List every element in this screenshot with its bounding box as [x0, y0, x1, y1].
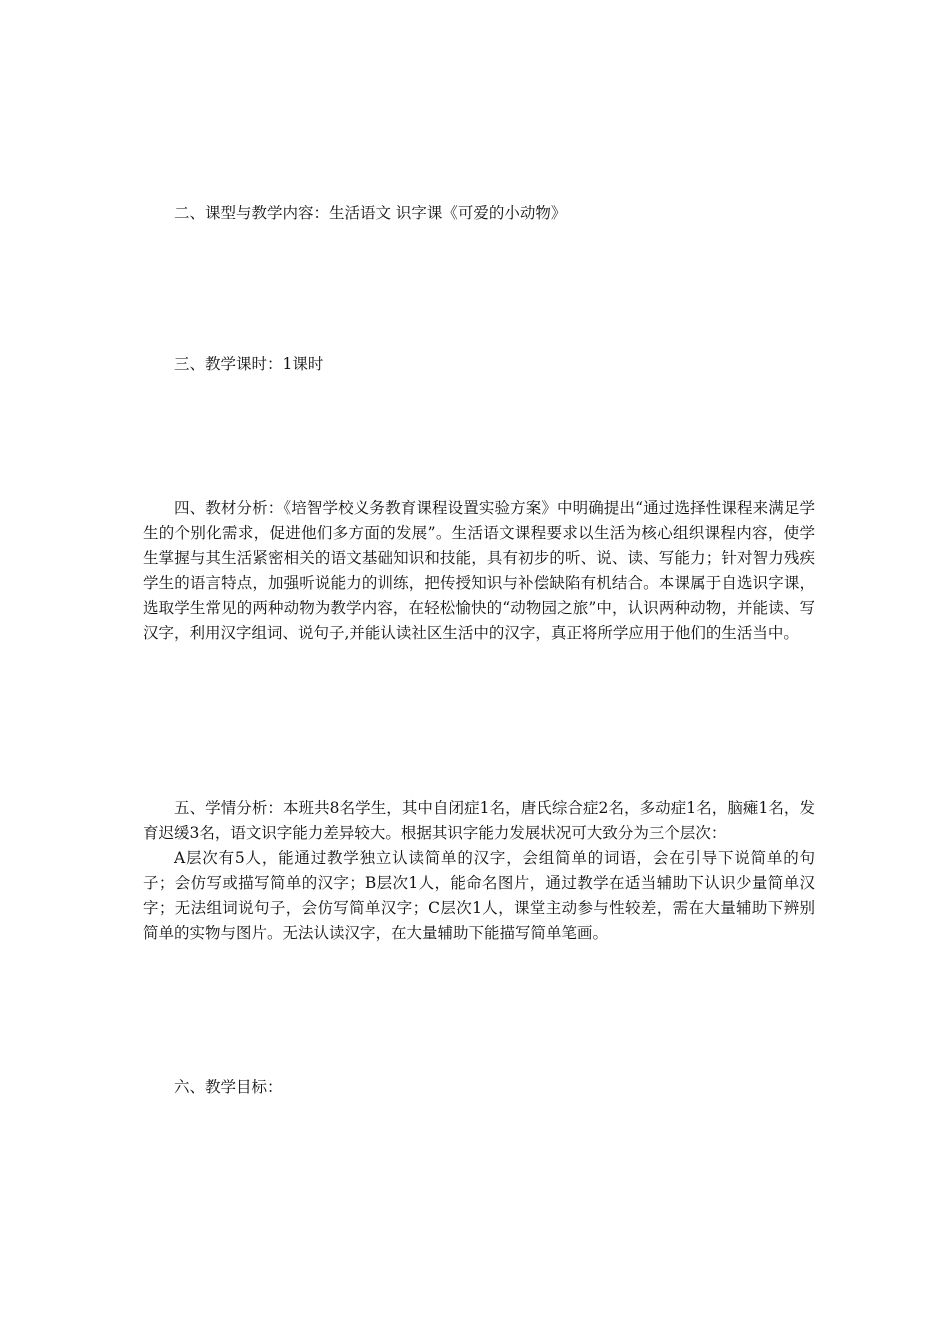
section-textbook-analysis: 四、教材分析：《培智学校义务教育课程设置实验方案》中明确提出“通过选择性课程来满足学生的个别化需求，促进他们多方面的发展”。生活语文课程要求以生活为核心组织课程内容，使学生掌握与其生活紧密相关的语文基础知识和技能，具有初步的听、说、读、写能力；针对智力残疾学生的语言特点，加强听说能力的训练，把传授知识与补偿缺陷有机结合。本课属于自选识字课，选取学生常见的两种动物为教学内容，在轻松愉快的“动物园之旅”中，认识两种动物，并能读、写汉字，利用汉字组词、说句子,并能认读社区生活中的汉字，真正将所学应用于他们的生活当中。 [143, 499, 815, 642]
section-teaching-goals: 六、教学目标： [174, 1078, 283, 1096]
section-course-type: 二、课型与教学内容：生活语文 识字课《可爱的小动物》 [174, 204, 567, 222]
section-student-levels: A层次有5人，能通过教学独立认读简单的汉字，会组简单的词语，会在引导下说简单的句子；会仿写或描写简单的汉字；B层次1人，能命名图片，通过教学在适当辅助下认识少量简单汉字；无法组词说句子，会仿写简单汉字；C层次1人，课堂主动参与性较差，需在大量辅助下辨别简单的实物与图片。无法认读汉字，在大量辅助下能描写简单笔画。 [143, 849, 815, 942]
section-student-analysis: 五、学情分析：本班共8名学生，其中自闭症1名，唐氏综合症2名，多动症1名，脑瘫1名，发育迟缓3名，语文识字能力差异较大。根据其识字能力发展状况可大致分为三个层次： [143, 799, 815, 842]
section-class-hours: 三、教学课时：1课时 [174, 355, 324, 373]
